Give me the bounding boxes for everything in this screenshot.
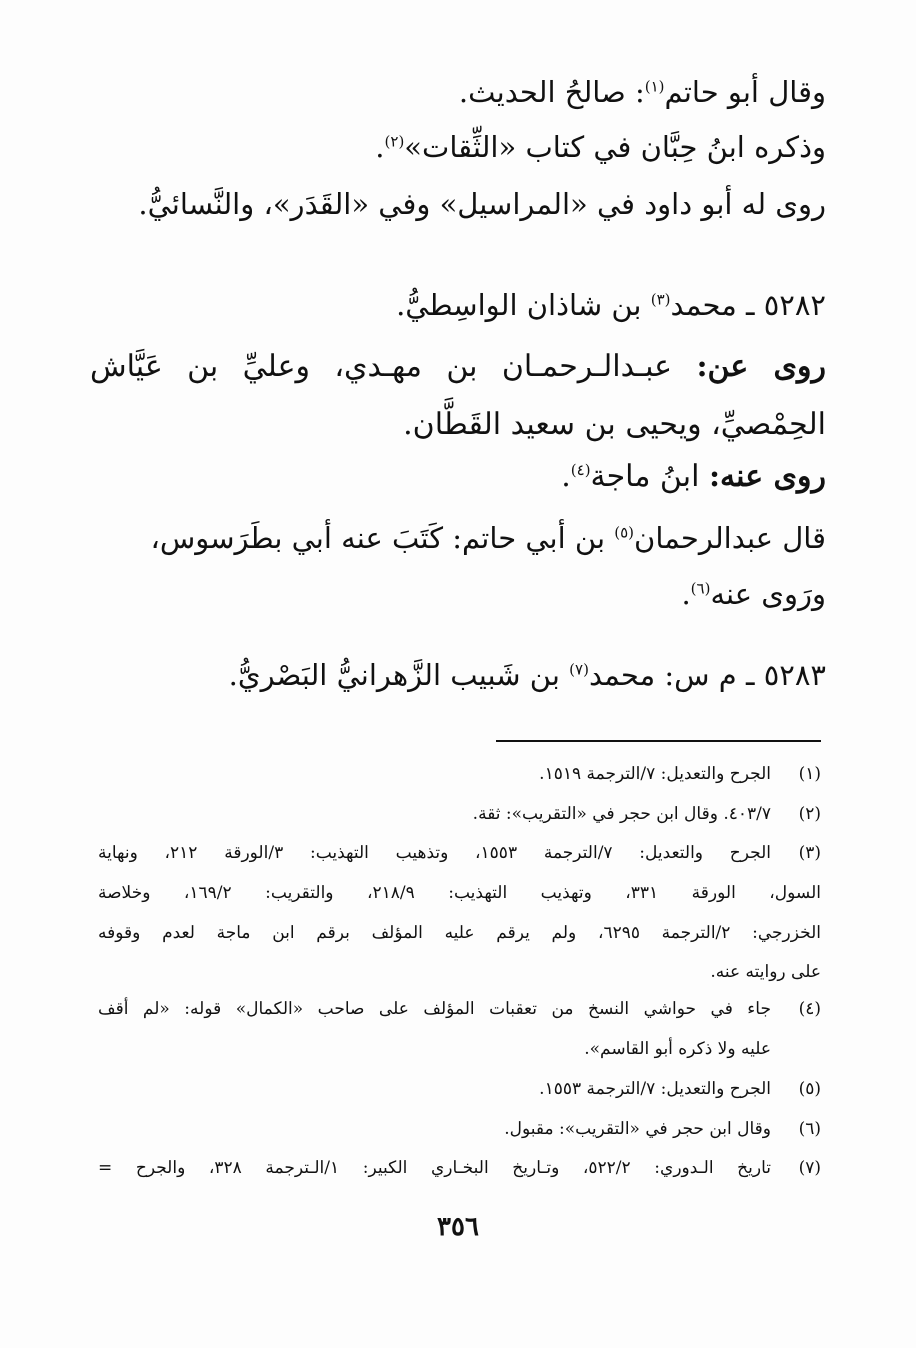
footnote-3: (٣) الجرح والتعديل: ٧/الترجمة ١٥٥٣، وتذهيب التهذيب: ٣/الورقة ٢١٢، ونهاية السول، الورقة ٣٣١، وتهذيب التهذيب: ٢١٨/٩، والتقريب: ١٦٩/٢، وخلاصة الخزرجي: ٢/الترجمة ٦٢٩٥، ولم يرقم عليه المؤلف برقم ابن ماجة لعدم وقوفه على روايته عنه. [98,843,821,982]
label-rawa-anhu: روى عنه: [708,459,826,494]
text-line: روى عنه: ابنُ ماجة$^{(٤)}$. [561,459,826,494]
label-rawa-an: روى عن: [696,349,826,384]
footnote-1: (١) الجرح والتعديل: ٧/الترجمة ١٥١٩. [539,764,821,784]
entry-heading-5283: ٥٢٨٣ ـ م س: محمد$^{(٧)}$ بن شَبيب الزَّهرانيُّ البَصْريُّ. [228,658,826,692]
footnote-4: (٤) جاء في حواشي النسخ من تعقبات المؤلف على صاحب «الكمال» قوله: «لم أقف عليه ولا ذكره أبو القاسم». [98,999,821,1059]
text-line: وذكره ابنُ حِبَّان في كتاب «الثِّقات»$^{(٢)}$. [375,130,826,164]
footnote-ref: (٢) [384,132,405,151]
text-line: قال عبدالرحمان$^{(٥)}$ بن أبي حاتم: كَتَبَ عنه أبي بطَرَسوس، [150,521,826,555]
footnote-ref: (١) [644,77,665,96]
text-line: الحِمْصيِّ، ويحيى بن سعيد القَطَّان. [403,407,826,442]
footnote-separator [496,740,821,742]
footnote-2: (٢) ٤٠٣/٧. وقال ابن حجر في «التقريب»: ثقة. [472,804,821,824]
footnote-5: (٥) الجرح والتعديل: ٧/الترجمة ١٥٥٣. [539,1079,821,1099]
text-line: روى له أبو داود في «المراسيل» وفي «القَدَر»، والنَّسائيُّ. [138,187,826,221]
footnote-ref: (٣) [650,290,671,309]
footnote-ref: (٧) [569,660,589,679]
entry-heading-5282: ٥٢٨٢ ـ محمد$^{(٣)}$ بن شاذان الواسِطيُّ. [396,288,826,322]
page-number: ٣٥٦ [437,1212,479,1242]
text-line: روى عن: عبـدالـرحمـان بن مهـدي، وعليِّ بن عَيَّاش [90,349,826,384]
footnote-ref: (٤) [570,461,591,479]
footnote-ref: (٥) [614,523,635,542]
text-line: وقال أبو حاتم$^{(١)}$: صالحُ الحديث. [458,75,826,109]
footnote-ref: (٦) [690,579,711,598]
text-line: ورَوى عنه$^{(٦)}$. [681,577,826,611]
footnote-7: (٧) تاريخ الـدوري: ٥٢٢/٢، وتـاريخ البخـاري الكبير: ١/الـترجمة ٣٢٨، والجرح = [98,1158,821,1178]
footnote-6: (٦) وقال ابن حجر في «التقريب»: مقبول. [504,1119,821,1139]
